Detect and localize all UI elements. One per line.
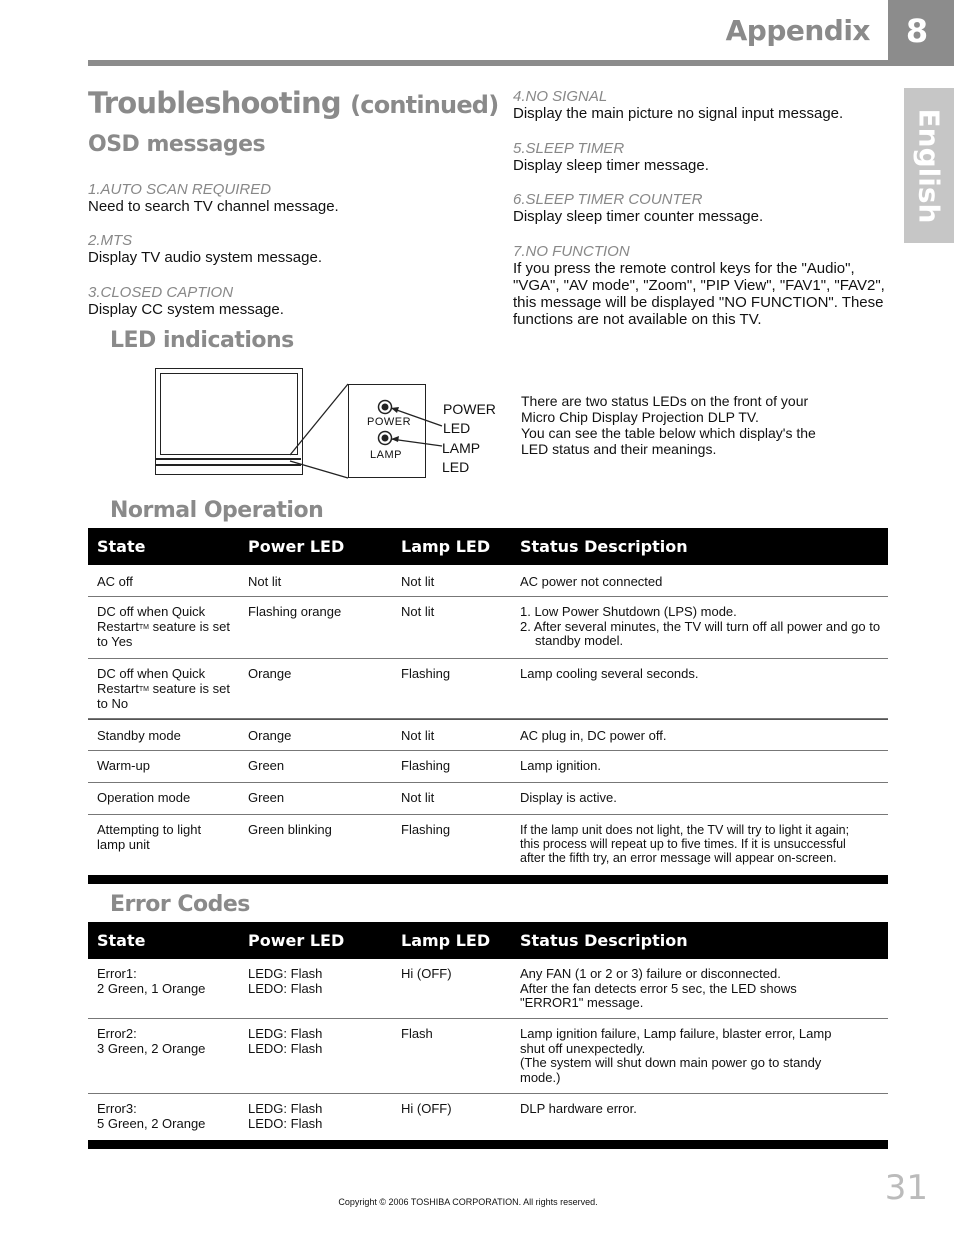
osd-item-title: 5.SLEEP TIMER — [513, 140, 625, 157]
cell-line: 2 Green, 1 Orange — [97, 980, 206, 996]
osd-item-desc: Display CC system message. — [88, 301, 284, 318]
osd-item-desc: Need to search TV channel message. — [88, 198, 339, 215]
table-row — [88, 751, 888, 783]
table-row — [88, 597, 888, 659]
cell-power-led — [248, 1027, 401, 1093]
cell-line: Error1: — [97, 966, 137, 981]
cell-power-led: Orange — [248, 728, 292, 743]
osd-item — [88, 181, 488, 215]
cell-line: Any FAN (1 or 2 or 3) failure or disconnected. — [520, 966, 781, 981]
cell-line — [97, 682, 248, 698]
cell-power-led: Green — [248, 758, 285, 773]
cell-line: After the fan detects error 5 sec, the LED shows — [520, 980, 797, 996]
lamp-led-label-line: LED — [442, 459, 470, 475]
column-header-state: State — [97, 537, 146, 556]
power-led-label-line: LED — [443, 420, 471, 436]
osd-item — [88, 232, 488, 266]
led-diagram — [150, 368, 510, 483]
osd-item-desc: Display sleep timer message. — [513, 157, 709, 174]
cell-state — [88, 605, 248, 658]
table-row — [88, 783, 888, 815]
cell-line: Attempting to light — [97, 822, 202, 837]
cell-line: LEDG: Flash — [248, 966, 323, 981]
column-header-power-led: Power LED — [248, 931, 345, 950]
cell-lamp-led: Hi (OFF) — [401, 966, 452, 981]
lamp-led-icon — [377, 430, 393, 446]
cell-power-led: Green blinking — [248, 822, 332, 837]
cell-state — [88, 967, 248, 1018]
error-codes-heading: Error Codes — [110, 892, 250, 917]
cell-line — [97, 620, 248, 636]
cell-lamp-led: Not lit — [401, 604, 435, 619]
trademark-word: Restart — [97, 680, 139, 696]
language-tab-label: English — [912, 108, 946, 223]
table-row — [88, 815, 888, 875]
cell-line: LEDG: Flash — [248, 1026, 323, 1041]
chapter-number: 8 — [888, 0, 954, 62]
cell-line: Error3: — [97, 1101, 137, 1116]
cell-state: AC off — [97, 574, 133, 589]
cell-line: Lamp ignition failure, Lamp failure, blaster error, Lamp — [520, 1026, 832, 1041]
cell-line: (The system will shut down main power go to standy — [520, 1055, 822, 1070]
cell-line: DC off when Quick — [97, 666, 206, 681]
cell-state — [88, 1102, 248, 1140]
section-title: Appendix — [725, 14, 870, 47]
cell-line: to Yes — [97, 634, 133, 649]
cell-state — [88, 1027, 248, 1093]
cell-lamp-led: Flashing — [401, 758, 451, 773]
page-title — [88, 86, 498, 120]
table-row — [88, 565, 888, 597]
led-description-line: LED status and their meanings. — [521, 441, 717, 457]
table-row — [88, 719, 888, 751]
led-description-line: There are two status LEDs on the front of your — [521, 393, 809, 409]
table-header — [88, 922, 888, 959]
cell-line: mode.) — [520, 1069, 561, 1085]
table-header — [88, 528, 888, 565]
osd-item-desc: Display TV audio system message. — [88, 249, 322, 266]
cell-status — [520, 967, 888, 1018]
cell-status: AC power not connected — [520, 574, 663, 589]
cell-state: Warm-up — [97, 758, 150, 773]
power-led-icon — [377, 399, 393, 415]
cell-line: Error2: — [97, 1026, 137, 1041]
cell-line: 5 Green, 2 Orange — [97, 1115, 206, 1131]
page-number: 31 — [884, 1168, 928, 1208]
cell-power-led — [248, 967, 401, 1018]
column-header-lamp-led: Lamp LED — [401, 537, 491, 556]
power-panel-label: POWER — [367, 416, 412, 428]
cell-lamp-led: Flashing — [401, 666, 451, 681]
osd-item-desc: Display sleep timer counter message. — [513, 208, 764, 225]
lamp-led-label-line: LAMP — [442, 440, 481, 456]
table-row — [88, 1094, 888, 1140]
cell-line: lamp unit — [97, 836, 150, 852]
column-header-lamp-led: Lamp LED — [401, 931, 491, 950]
osd-item-title: 1.AUTO SCAN REQUIRED — [88, 181, 272, 198]
led-description-line: You can see the table below which display's the — [521, 425, 816, 441]
cell-state — [88, 667, 248, 718]
list-item: 1. Low Power Shutdown (LPS) mode. — [520, 604, 737, 619]
osd-item — [513, 243, 903, 328]
table-end-rule — [88, 875, 888, 884]
cell-line: to No — [97, 696, 129, 711]
page-title-continued: (continued) — [350, 91, 499, 119]
cell-line: "ERROR1" message. — [520, 995, 644, 1010]
cell-lamp-led: Not lit — [401, 728, 435, 743]
osd-item-title: 2.MTS — [88, 232, 133, 249]
column-header-power-led: Power LED — [248, 537, 345, 556]
cell-text: seature is set — [149, 618, 230, 634]
cell-lamp-led: Hi (OFF) — [401, 1101, 452, 1116]
trademark-symbol: TM — [138, 623, 150, 631]
cell-line: LEDO: Flash — [248, 980, 323, 996]
cell-text: seature is set — [149, 680, 230, 696]
copyright-notice: Copyright © 2006 TOSHIBA CORPORATION. All rights reserved. — [338, 1197, 598, 1207]
led-description — [521, 393, 861, 457]
column-header-state: State — [97, 931, 146, 950]
error-codes-table — [88, 922, 888, 1149]
cell-status: Lamp cooling several seconds. — [520, 666, 699, 681]
cell-line: If the lamp unit does not light, the TV will try to light it again; — [520, 823, 850, 837]
cell-power-led: Not lit — [248, 574, 282, 589]
column-header-status: Status Description — [520, 931, 688, 950]
power-led-label-line: POWER — [443, 401, 496, 417]
list-item: 2. After several minutes, the TV will turn off all power and go to standby model. — [520, 618, 881, 648]
cell-line: LEDO: Flash — [248, 1040, 323, 1056]
cell-status: AC plug in, DC power off. — [520, 728, 667, 743]
cell-status: DLP hardware error. — [520, 1101, 637, 1116]
table-end-rule — [88, 1140, 888, 1149]
osd-item — [513, 191, 913, 225]
osd-item-title: 4.NO SIGNAL — [513, 88, 608, 105]
cell-state: Operation mode — [97, 790, 191, 805]
cell-state — [88, 823, 248, 875]
osd-item-title: 3.CLOSED CAPTION — [88, 284, 234, 301]
cell-power-led — [248, 1102, 401, 1140]
normal-operation-heading: Normal Operation — [110, 498, 324, 523]
cell-lamp-led: Flash — [401, 1026, 433, 1041]
header-rule — [88, 60, 954, 66]
cell-lamp-led: Not lit — [401, 574, 435, 589]
cell-line: shut off unexpectedly. — [520, 1040, 646, 1056]
lamp-led-label — [442, 439, 480, 477]
cell-line: after the fifth try, an error message will appear on-screen. — [520, 851, 837, 865]
cell-status — [520, 605, 888, 658]
cell-line: 3 Green, 2 Orange — [97, 1040, 206, 1056]
table-row — [88, 959, 888, 1019]
cell-lamp-led: Not lit — [401, 790, 435, 805]
osd-item-title: 7.NO FUNCTION — [513, 243, 630, 260]
page-title-main: Troubleshooting — [88, 86, 341, 120]
cell-power-led: Green — [248, 790, 285, 805]
osd-item-desc: Display the main picture no signal input message. — [513, 105, 844, 122]
osd-item — [513, 140, 913, 174]
osd-item-title: 6.SLEEP TIMER COUNTER — [513, 191, 703, 208]
cell-status: Display is active. — [520, 790, 617, 805]
led-heading: LED indications — [110, 328, 294, 353]
lamp-panel-label: LAMP — [370, 449, 402, 461]
trademark-symbol: TM — [138, 685, 150, 693]
cell-status: Lamp ignition. — [520, 758, 601, 773]
cell-status — [520, 1027, 888, 1093]
cell-lamp-led: Flashing — [401, 822, 451, 837]
cell-line: this process will repeat up to five times. If it is unsuccessful — [520, 837, 846, 851]
led-panel — [348, 384, 426, 478]
normal-operation-table — [88, 528, 888, 884]
table-row — [88, 1019, 888, 1094]
led-description-line: Micro Chip Display Projection DLP TV. — [521, 409, 759, 425]
cell-power-led: Orange — [248, 666, 292, 681]
column-header-status: Status Description — [520, 537, 688, 556]
osd-heading: OSD messages — [88, 132, 266, 157]
cell-line: LEDO: Flash — [248, 1115, 323, 1131]
osd-item — [88, 284, 488, 318]
cell-state: Standby mode — [97, 728, 181, 743]
power-led-label — [443, 400, 496, 438]
cell-line: DC off when Quick — [97, 604, 206, 619]
trademark-word: Restart — [97, 618, 139, 634]
osd-item-desc: If you press the remote control keys for the "Audio", "VGA", "AV mode", "Zoom", "PIP View", "FAV1", "FAV2", this message will be displayed "NO FUNCTION". These functions are not available on this TV. — [513, 260, 885, 328]
cell-power-led: Flashing orange — [248, 604, 342, 619]
osd-item — [513, 88, 913, 122]
table-row — [88, 659, 888, 719]
cell-status — [520, 823, 888, 875]
cell-line: LEDG: Flash — [248, 1101, 323, 1116]
